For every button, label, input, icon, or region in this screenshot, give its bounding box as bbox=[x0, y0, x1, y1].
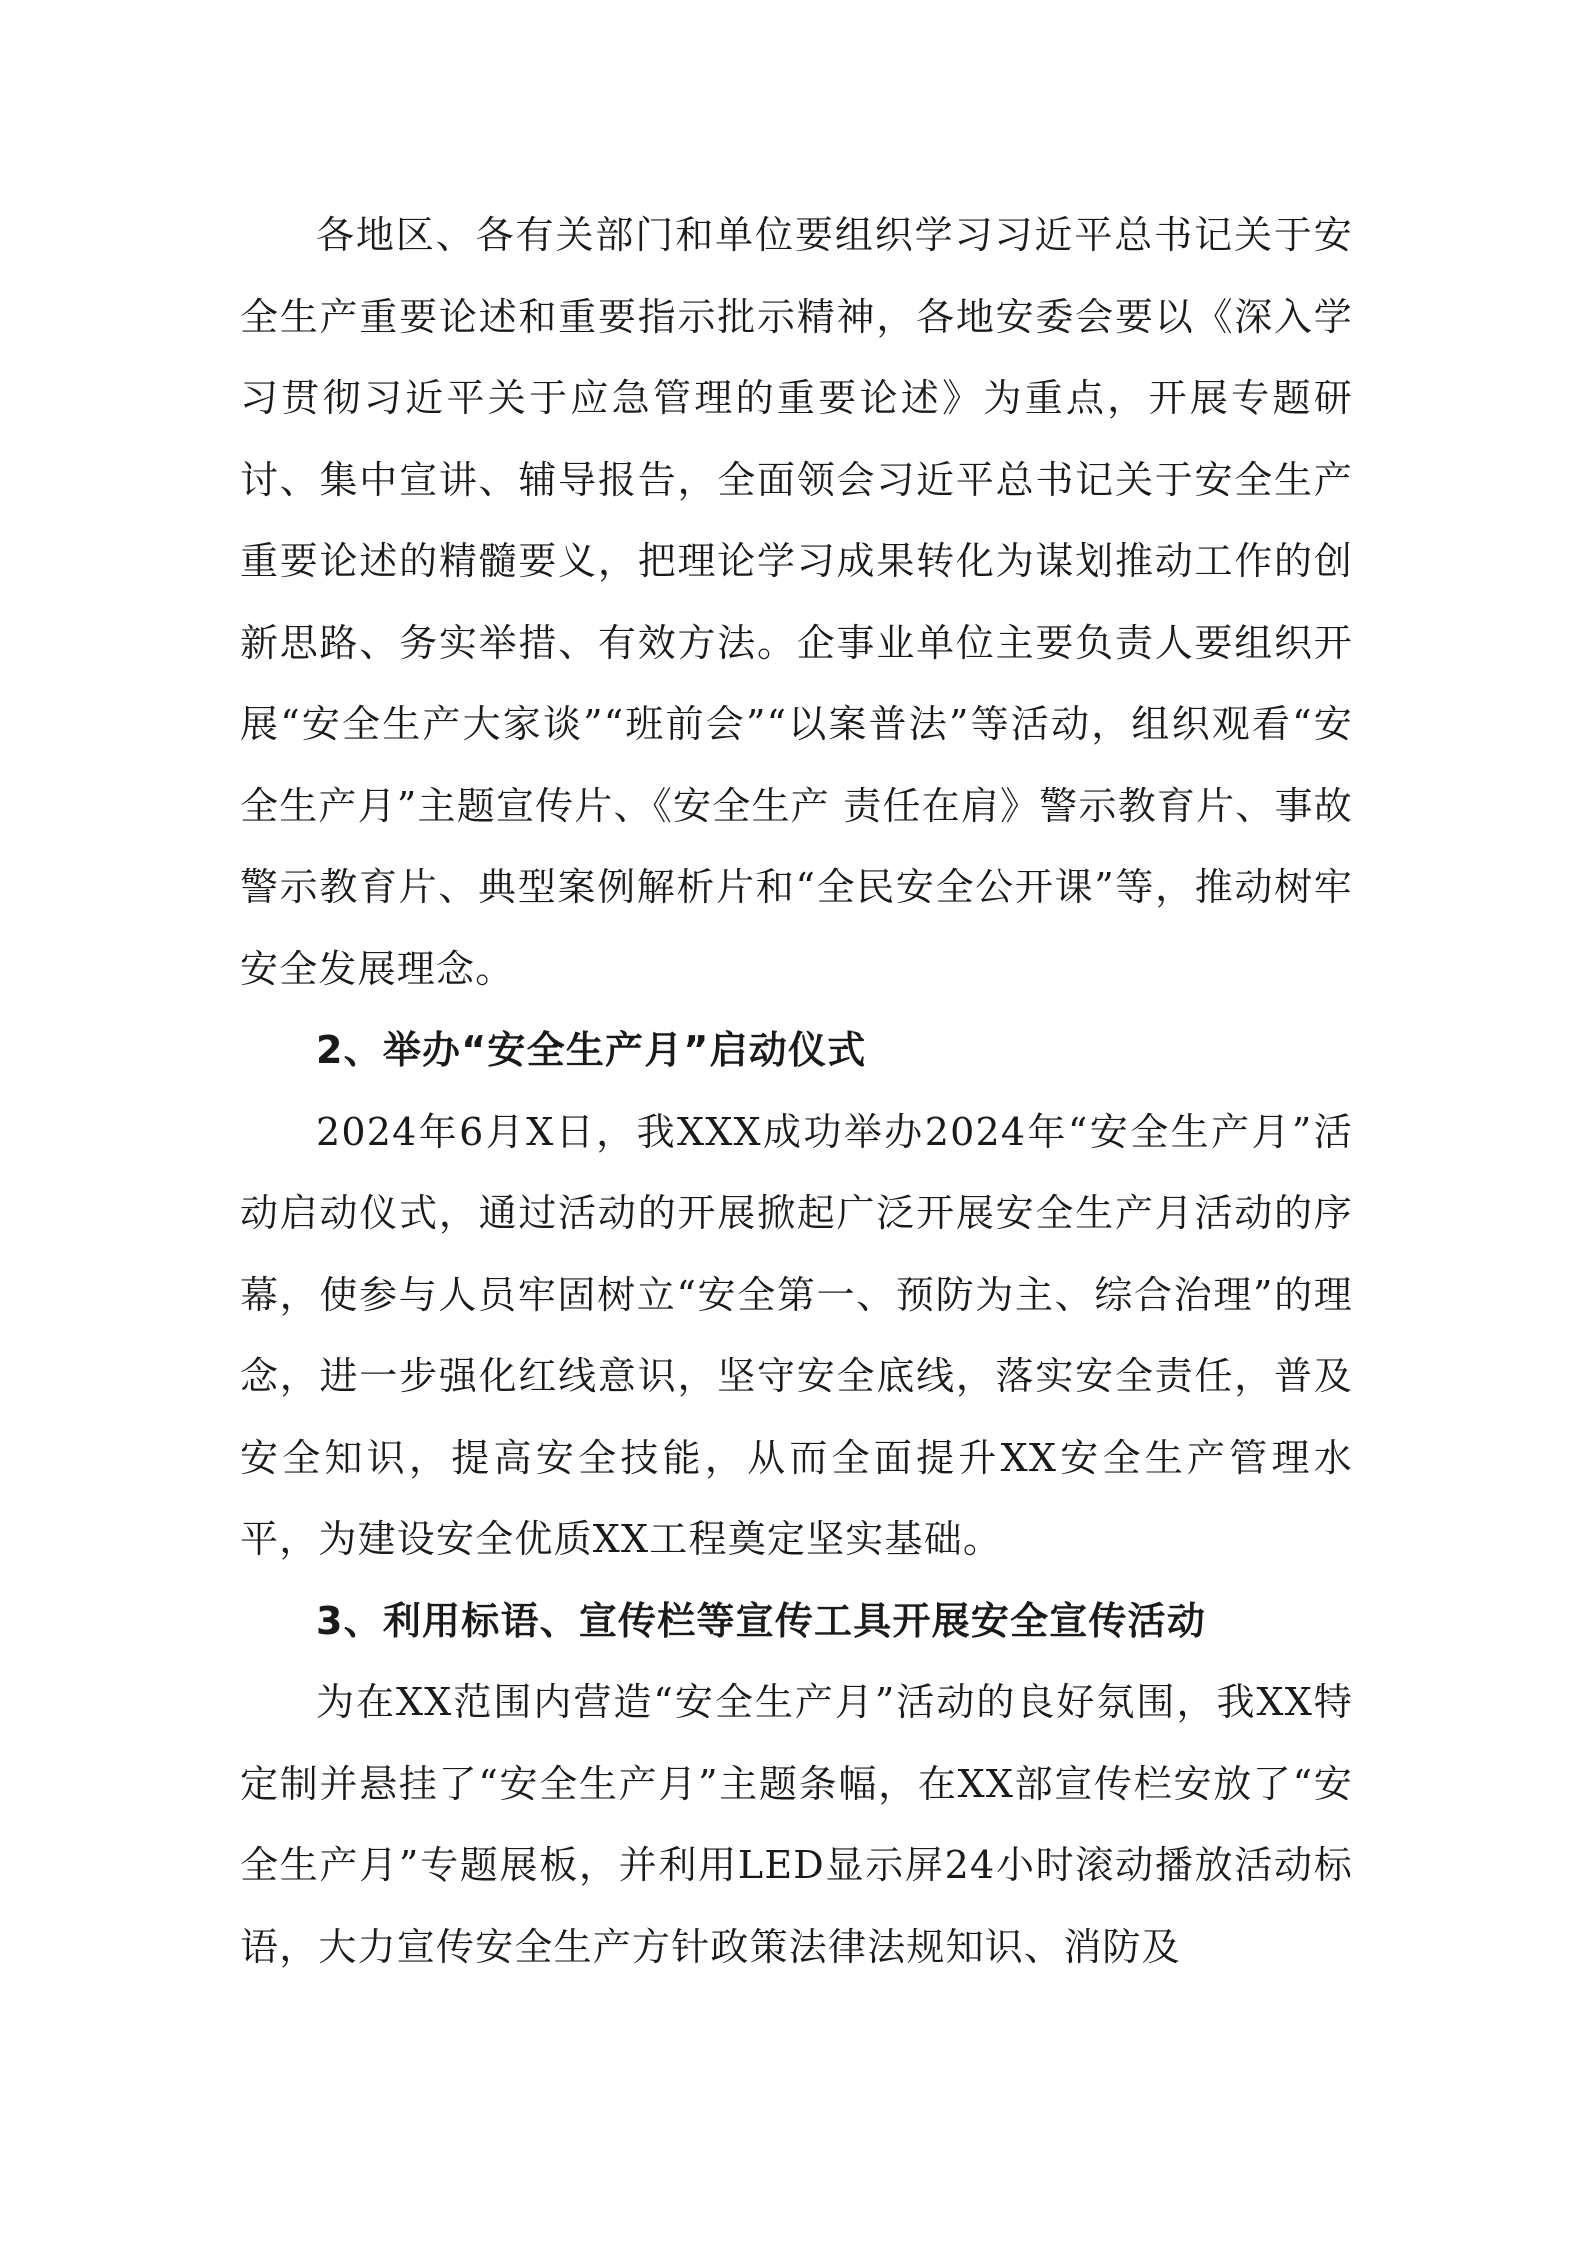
section-heading-launch-ceremony: 2、举办“安全生产月”启动仪式 bbox=[316, 1028, 867, 1072]
paragraph-study-requirements: 各地区、各有关部门和单位要组织学习习近平总书记关于安全生产重要论述和重要指示批示精神，各地安委会要以《深入学习贯彻习近平关于应急管理的重要论述》为重点，开展专题研讨、集中宣讲、辅导报告，全面领会习近平总书记关于安全生产重要论述的精髓要义，把理论学习成果转化为谋划推动工作的创新思路、务实举措、有效方法。企事业单位主要负责人要组织开展“安全生产大家谈”“班前会”“以案普法”等活动，组织观看“安全生产月”主题宣传片、《安全生产 责任在肩》警示教育片、事故警示教育片、典型案例解析片和“全民安全公开课”等，推动树牢安全发展理念。 bbox=[240, 213, 1353, 991]
paragraph-launch-ceremony: 2024年6月X日，我XXX成功举办2024年“安全生产月”活动启动仪式，通过活动的开展掀起广泛开展安全生产月活动的序幕，使参与人员牢固树立“安全第一、预防为主、综合治理”的理念，进一步强化红线意识，坚守安全底线，落实安全责任，普及安全知识，提高安全技能，从而全面提升XX安全生产管理水平，为建设安全优质XX工程奠定坚实基础。 bbox=[240, 1109, 1353, 1561]
paragraph-publicity-activities: 为在XX范围内营造“安全生产月”活动的良好氛围，我XX特定制并悬挂了“安全生产月”主题条幅，在XX部宣传栏安放了“安全生产月”专题展板，并利用LED显示屏24小时滚动播放活动标语，大力宣传安全生产方针政策法律法规知识、消防及 bbox=[240, 1680, 1353, 1969]
section-heading-publicity-tools: 3、利用标语、宣传栏等宣传工具开展安全宣传活动 bbox=[316, 1598, 1207, 1643]
document-body bbox=[240, 195, 1353, 1988]
